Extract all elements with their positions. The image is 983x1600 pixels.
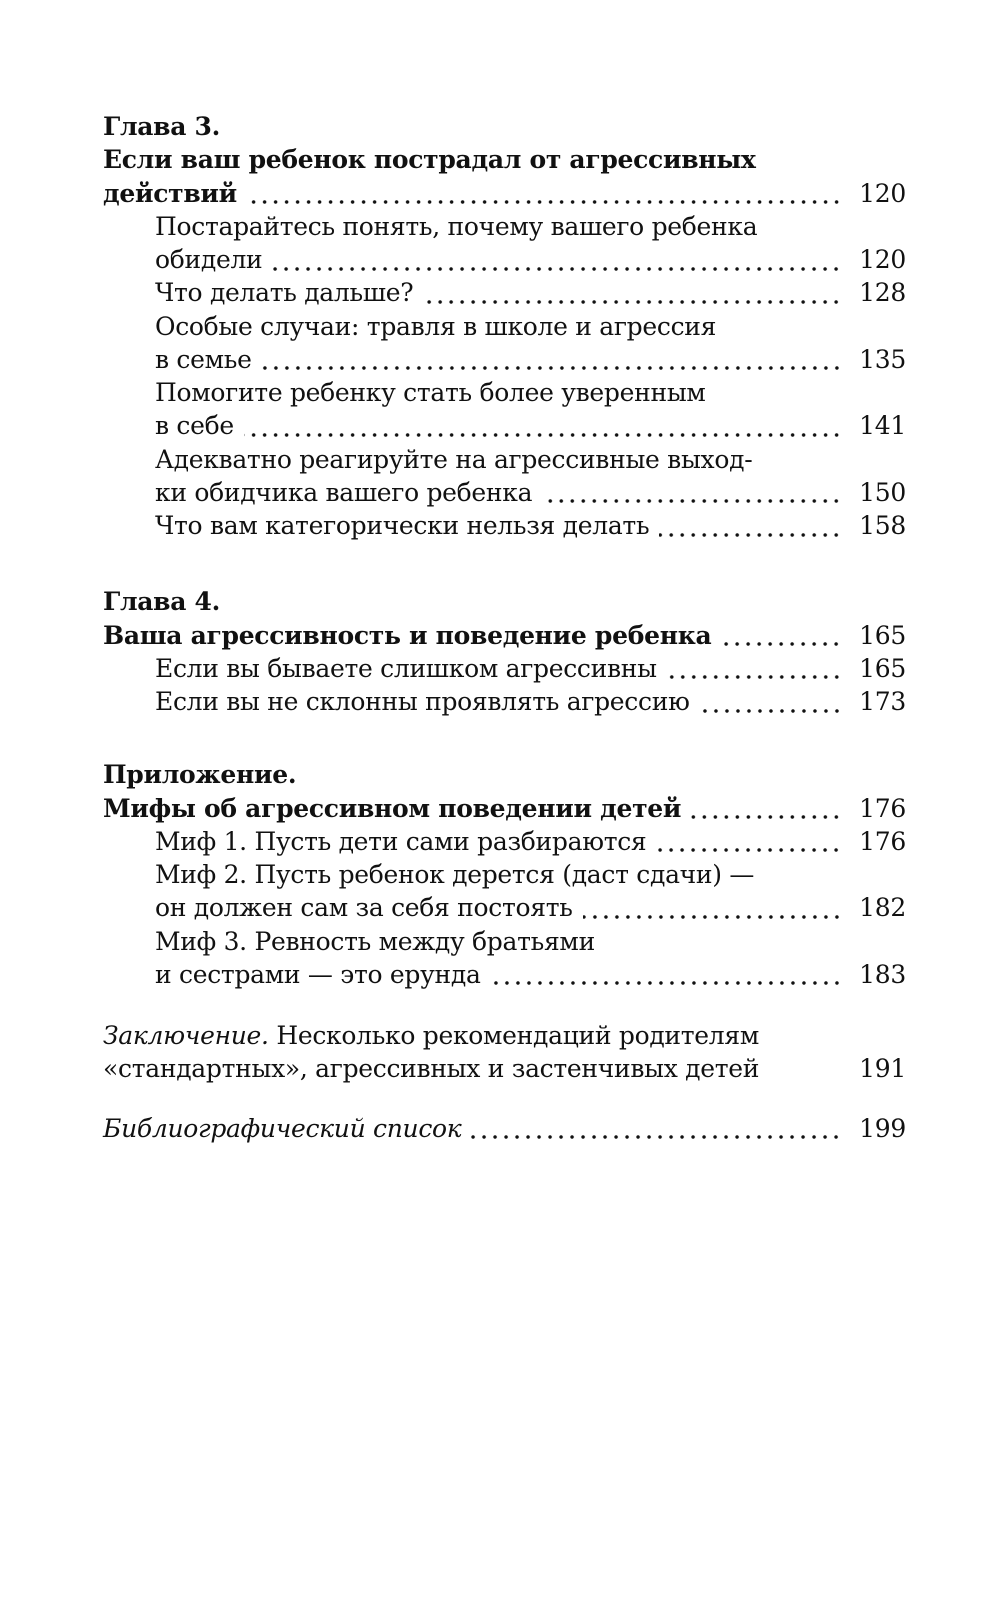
entry-text: в семье <box>155 344 252 374</box>
conclusion-text: Несколько рекомендаций родителям <box>268 1021 759 1050</box>
page-number: 199 <box>859 1113 906 1143</box>
entry-text: Миф 3. Ревность между братьями <box>155 926 595 956</box>
table-of-contents <box>103 110 906 1145</box>
page-number: 150 <box>859 477 906 507</box>
toc-entry <box>103 509 906 542</box>
bibliography-title: Библиографический список <box>103 1113 462 1143</box>
dot-leader <box>244 433 842 437</box>
toc-entry <box>103 619 906 652</box>
entry-text: Постарайтесь понять, почему вашего ребенка <box>155 211 758 241</box>
entry-text: Миф 2. Пусть ребенок дерется (даст сдачи) — <box>155 860 755 889</box>
toc-entry <box>103 958 906 991</box>
page-number: 191 <box>859 1054 906 1084</box>
dot-leader <box>667 675 842 679</box>
dot-leader <box>423 300 842 304</box>
dot-leader <box>721 642 842 646</box>
dot-leader <box>656 848 842 852</box>
entry-text: обидели <box>155 245 263 274</box>
toc-entry <box>103 409 906 442</box>
toc-entry <box>103 243 906 276</box>
page-number: 128 <box>859 278 906 308</box>
page-number: 141 <box>859 411 906 441</box>
toc-entry <box>103 343 906 376</box>
entry-text: он должен сам за себя постоять <box>155 893 573 923</box>
toc-entry <box>103 685 906 718</box>
page-number: 173 <box>859 687 906 716</box>
entry-text: Что вам категорически нельзя делать <box>155 511 650 540</box>
page-number: 176 <box>859 793 906 823</box>
dot-leader <box>583 915 842 919</box>
conclusion <box>103 1019 906 1086</box>
dot-leader <box>471 1135 842 1139</box>
entry-text: Адекватно реагируйте на агрессивные выход- <box>155 444 753 474</box>
toc-entry <box>103 276 906 309</box>
chapter-title: Ваша агрессивность и поведение ребенка <box>103 620 712 650</box>
chapter-3 <box>103 110 906 542</box>
dot-leader <box>542 499 842 503</box>
entry-text: Что делать дальше? <box>155 278 414 308</box>
chapter-label: Глава 3. <box>103 112 221 141</box>
entry-text: Если вы бываете слишком агрессивны <box>155 653 657 683</box>
page-number: 165 <box>859 653 906 683</box>
entry-text: Если вы не склонны проявлять агрессию <box>155 687 690 716</box>
toc-entry <box>103 177 906 210</box>
page-number: 135 <box>859 344 906 374</box>
dot-leader <box>659 533 842 537</box>
toc-entry <box>103 792 906 825</box>
toc-entry <box>103 825 906 858</box>
dot-leader <box>691 815 842 819</box>
dot-leader <box>700 709 842 713</box>
conclusion-label: Заключение. <box>103 1021 269 1050</box>
page-number: 165 <box>859 620 906 650</box>
appendix-title: Мифы об агрессивном поведении детей <box>103 793 682 823</box>
entry-text: ки обидчика вашего ребенка <box>155 477 533 507</box>
toc-entry <box>103 652 906 685</box>
entry-text: Помогите ребенку стать более уверенным <box>155 378 706 407</box>
chapter-title: Если ваш ребенок пострадал от агрессивных <box>103 145 756 175</box>
toc-entry <box>103 476 906 509</box>
appendix-label: Приложение. <box>103 760 297 790</box>
toc-entry <box>103 1112 906 1145</box>
page-number: 176 <box>859 826 906 856</box>
entry-text: и сестрами — это ерунда <box>155 959 481 989</box>
bibliography <box>103 1112 906 1145</box>
chapter-title: действий <box>103 178 237 208</box>
dot-leader <box>491 981 842 985</box>
page-number: 183 <box>859 959 906 989</box>
toc-entry <box>103 1052 906 1085</box>
entry-text: Особые случаи: травля в школе и агрессия <box>155 311 717 341</box>
page-number: 158 <box>859 511 906 540</box>
dot-leader <box>272 267 842 271</box>
conclusion-text: «стандартных», агрессивных и застенчивых детей <box>103 1054 760 1084</box>
entry-text: Миф 1. Пусть дети сами разбираются <box>155 826 647 856</box>
page-number: 120 <box>859 178 906 208</box>
page-number: 120 <box>859 245 906 274</box>
dot-leader <box>262 366 842 370</box>
chapter-4 <box>103 585 906 718</box>
appendix <box>103 758 906 991</box>
conclusion-line <box>103 1019 906 1052</box>
entry-text: в себе <box>155 411 234 441</box>
chapter-label: Глава 4. <box>103 587 221 617</box>
page-number: 182 <box>859 893 906 923</box>
dot-leader <box>247 200 842 204</box>
toc-entry <box>103 891 906 924</box>
